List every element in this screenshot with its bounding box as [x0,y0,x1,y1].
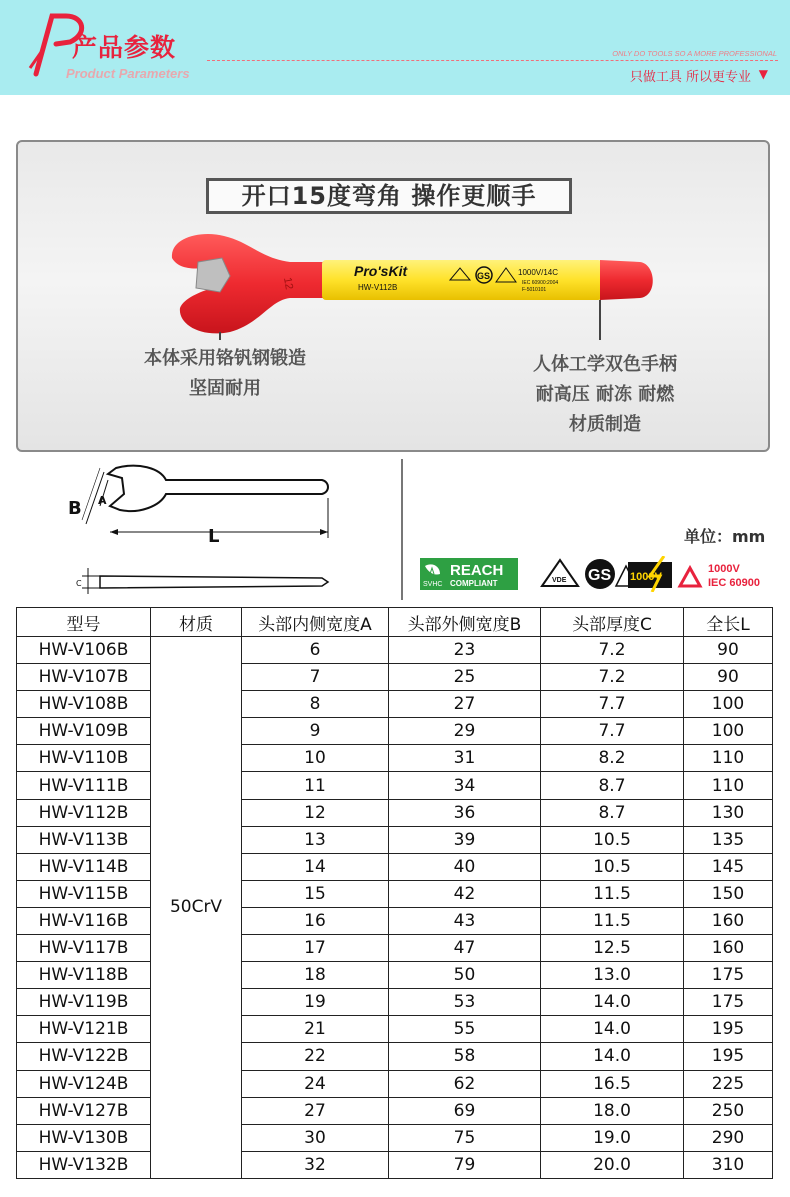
cell-length: 110 [684,745,773,772]
table-row [17,1070,773,1097]
cell-material: 50CrV [151,637,242,1179]
header-small-text: ONLY DO TOOLS SO A MORE PROFESSIONAL [612,49,777,58]
dimension-diagram [60,458,340,598]
cell-thickness: 11.5 [541,907,684,934]
cell-thickness: 16.5 [541,1070,684,1097]
cell-thickness: 8.2 [541,745,684,772]
svg-text:GS: GS [477,271,491,281]
cell-thickness: 10.5 [541,853,684,880]
cell-length: 90 [684,664,773,691]
spec-table [16,607,773,1179]
cell-thickness: 7.2 [541,664,684,691]
cell-inner-width: 12 [242,799,389,826]
cell-inner-width: 6 [242,637,389,664]
cell-thickness: 7.7 [541,691,684,718]
wrench-standard: IEC 60900:2004 [522,280,559,286]
table-row [17,799,773,826]
diagram-label-b: B [68,498,82,519]
cell-outer-width: 27 [389,691,541,718]
reach-sub1: SVHC [423,581,443,588]
cell-inner-width: 22 [242,1043,389,1070]
table-row [17,826,773,853]
rating-line1: 1000V [708,563,740,575]
cell-model: HW-V117B [17,935,151,962]
header-thickness: 头部厚度C [541,608,684,637]
cell-thickness: 8.7 [541,799,684,826]
cell-thickness: 11.5 [541,880,684,907]
cell-inner-width: 17 [242,935,389,962]
cell-model: HW-V113B [17,826,151,853]
header-length: 全长L [684,608,773,637]
cell-outer-width: 23 [389,637,541,664]
wrench-size-mark: 12 [281,276,295,291]
gs-label: GS [588,567,612,584]
header-material: 材质 [151,608,242,637]
cell-outer-width: 79 [389,1151,541,1178]
table-row [17,935,773,962]
cell-inner-width: 30 [242,1124,389,1151]
cell-thickness: 19.0 [541,1124,684,1151]
cell-length: 135 [684,826,773,853]
cell-model: HW-V119B [17,989,151,1016]
cell-length: 130 [684,799,773,826]
cell-thickness: 20.0 [541,1151,684,1178]
cell-inner-width: 14 [242,853,389,880]
cell-thickness: 14.0 [541,989,684,1016]
header-banner [0,0,790,95]
cell-length: 310 [684,1151,773,1178]
cell-inner-width: 8 [242,691,389,718]
table-row [17,664,773,691]
spec-table-wrapper [16,607,772,1179]
cell-thickness: 7.2 [541,637,684,664]
rating-line2: IEC 60900 [708,577,760,589]
cell-inner-width: 10 [242,745,389,772]
cell-outer-width: 31 [389,745,541,772]
cell-inner-width: 7 [242,664,389,691]
cell-model: HW-V107B [17,664,151,691]
cell-thickness: 14.0 [541,1016,684,1043]
table-row [17,962,773,989]
feature-badge: 开口15度弯角 操作更顺手 [206,178,572,214]
table-row [17,691,773,718]
triangle-down-icon: ▼ [758,67,768,81]
wrench-code: F-5010101 [522,287,547,293]
cell-outer-width: 43 [389,907,541,934]
cell-model: HW-V110B [17,745,151,772]
cell-model: HW-V118B [17,962,151,989]
cell-outer-width: 36 [389,799,541,826]
cell-outer-width: 29 [389,718,541,745]
cell-outer-width: 50 [389,962,541,989]
wrench-brand: Pro'sKit [354,263,408,279]
cell-length: 145 [684,853,773,880]
cell-inner-width: 24 [242,1070,389,1097]
cell-model: HW-V122B [17,1043,151,1070]
volt-badge: 1000V [630,571,662,583]
reach-sub2: COMPLIANT [450,579,498,588]
diagram-label-c: C [76,579,82,588]
header-outer-width: 头部外侧宽度B [389,608,541,637]
cell-model: HW-V114B [17,853,151,880]
cell-length: 150 [684,880,773,907]
cell-model: HW-V116B [17,907,151,934]
cell-inner-width: 11 [242,772,389,799]
cell-length: 195 [684,1016,773,1043]
cell-model: HW-V130B [17,1124,151,1151]
cell-outer-width: 75 [389,1124,541,1151]
header-subtitle: Product Parameters [66,66,190,81]
vde-label: VDE [552,577,567,584]
cell-inner-width: 9 [242,718,389,745]
cell-length: 175 [684,989,773,1016]
table-row [17,1016,773,1043]
cell-length: 160 [684,907,773,934]
table-row [17,880,773,907]
reach-title: REACH [450,562,504,579]
cell-length: 195 [684,1043,773,1070]
cell-model: HW-V111B [17,772,151,799]
cell-model: HW-V106B [17,637,151,664]
callout-line: 耐高压 耐冻 耐燃 [535,384,675,405]
cell-outer-width: 58 [389,1043,541,1070]
cell-model: HW-V127B [17,1097,151,1124]
cell-length: 100 [684,691,773,718]
callout-handle [510,350,700,440]
table-header-row [17,608,773,637]
cell-model: HW-V109B [17,718,151,745]
cell-model: HW-V112B [17,799,151,826]
cell-thickness: 14.0 [541,1043,684,1070]
table-row [17,853,773,880]
unit-label: 单位：mm [684,527,766,546]
cell-outer-width: 53 [389,989,541,1016]
callout-line: 人体工学双色手柄 [533,354,677,375]
header-divider [207,60,778,61]
cell-length: 100 [684,718,773,745]
cell-inner-width: 21 [242,1016,389,1043]
cell-outer-width: 34 [389,772,541,799]
cell-inner-width: 32 [242,1151,389,1178]
header-slogan: 只做工具 所以更专业 [629,70,751,85]
cell-model: HW-V121B [17,1016,151,1043]
callout-forged-body [120,344,330,404]
cell-outer-width: 39 [389,826,541,853]
wrench-rating: 1000V/14C [518,268,559,277]
callout-line: 本体采用铬钒钢锻造 [144,348,306,369]
table-row [17,1043,773,1070]
cell-length: 250 [684,1097,773,1124]
cell-outer-width: 25 [389,664,541,691]
cell-thickness: 13.0 [541,962,684,989]
cell-inner-width: 27 [242,1097,389,1124]
wrench-model: HW-V112B [358,283,398,292]
vertical-divider [401,459,403,600]
callout-line: 材质制造 [569,414,641,435]
table-row [17,1151,773,1178]
cell-model: HW-V108B [17,691,151,718]
table-row [17,907,773,934]
cell-length: 290 [684,1124,773,1151]
cell-inner-width: 16 [242,907,389,934]
certification-logos [540,556,780,592]
cell-length: 160 [684,935,773,962]
cell-outer-width: 40 [389,853,541,880]
cell-length: 225 [684,1070,773,1097]
diagram-label-l: L [208,526,220,547]
cell-inner-width: 15 [242,880,389,907]
diagram-label-a: A [98,494,107,507]
table-row [17,745,773,772]
cell-length: 90 [684,637,773,664]
cell-length: 175 [684,962,773,989]
header-model: 型号 [17,608,151,637]
cell-length: 110 [684,772,773,799]
table-row [17,637,773,664]
header-inner-width: 头部内侧宽度A [242,608,389,637]
cell-outer-width: 62 [389,1070,541,1097]
cell-outer-width: 42 [389,880,541,907]
cell-thickness: 12.5 [541,935,684,962]
cell-outer-width: 47 [389,935,541,962]
callout-line: 坚固耐用 [189,378,261,399]
cell-thickness: 18.0 [541,1097,684,1124]
table-row [17,772,773,799]
cell-model: HW-V132B [17,1151,151,1178]
cell-model: HW-V115B [17,880,151,907]
insulation-triangle-icon [680,568,700,586]
cell-outer-width: 55 [389,1016,541,1043]
table-row [17,1097,773,1124]
reach-compliant-badge [420,558,518,590]
cell-outer-width: 69 [389,1097,541,1124]
cell-thickness: 7.7 [541,718,684,745]
table-body [17,637,773,1179]
cell-thickness: 10.5 [541,826,684,853]
table-row [17,989,773,1016]
cell-inner-width: 18 [242,962,389,989]
cell-inner-width: 13 [242,826,389,853]
cell-thickness: 8.7 [541,772,684,799]
header-title: 产品参数 [72,33,177,62]
cell-model: HW-V124B [17,1070,151,1097]
table-row [17,718,773,745]
cell-inner-width: 19 [242,989,389,1016]
table-row [17,1124,773,1151]
wrench-photo [160,228,660,340]
